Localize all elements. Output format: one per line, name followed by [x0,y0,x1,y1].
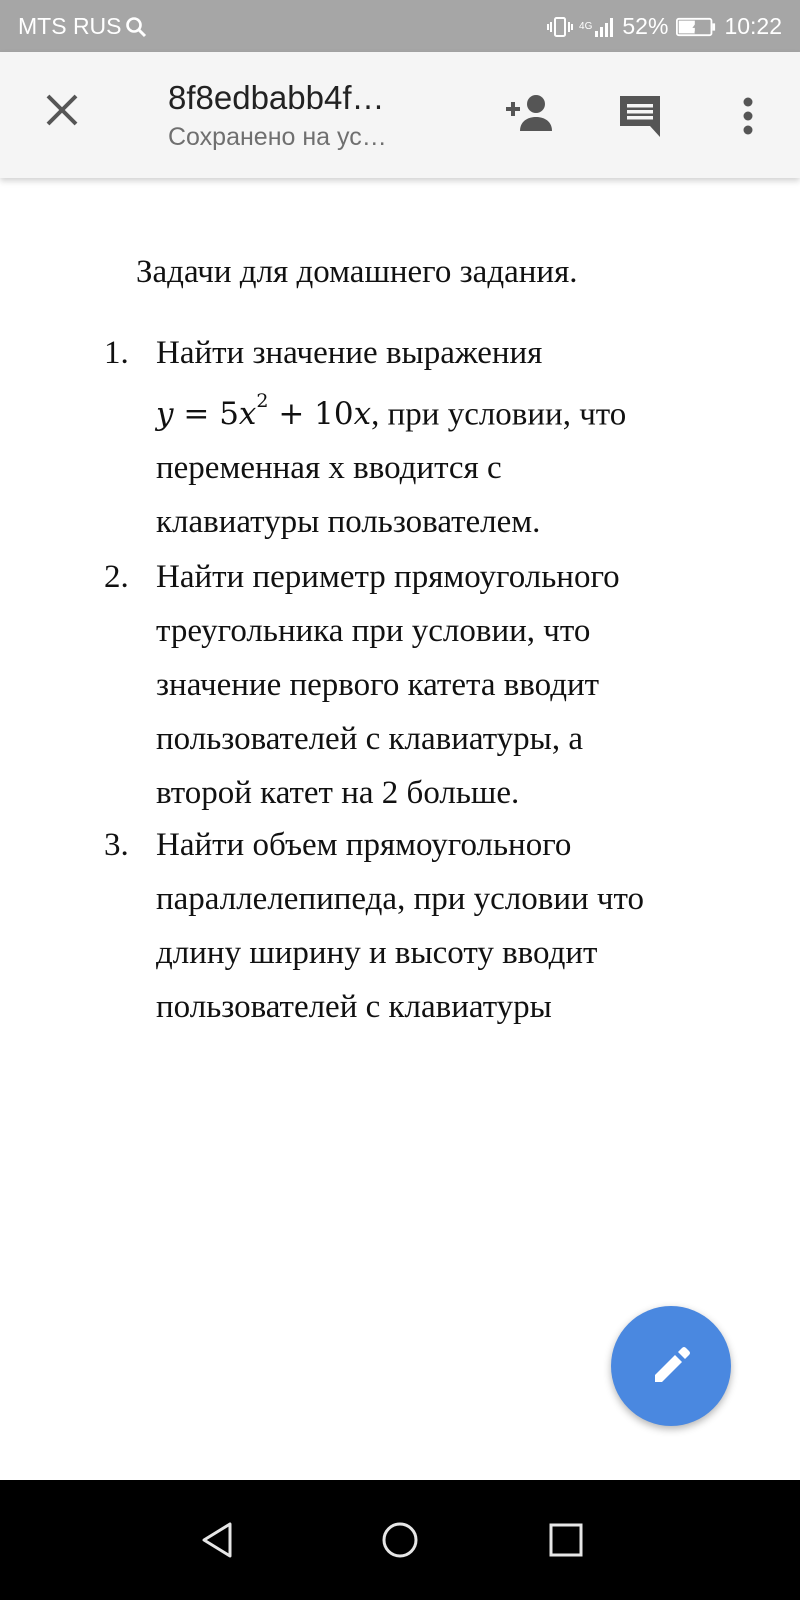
edit-fab-button[interactable] [611,1306,731,1426]
back-button[interactable] [192,1514,244,1566]
network-type-label: 4G [579,20,593,32]
task-line: треугольника при условии, что [156,613,591,649]
status-bar [0,0,800,52]
back-icon [198,1520,238,1560]
close-icon [44,92,80,128]
signal-icon [594,16,616,38]
carrier-name: MTS RUS [18,13,122,39]
task-line: клавиатуры пользователем. [156,504,541,541]
navigation-bar [0,1480,800,1600]
formula-line: $y = 5x^2 + 10x$, при условии, что [156,390,627,433]
more-options-button[interactable] [728,88,768,144]
task-number: 3. [104,827,129,863]
task-line: пользователей с клавиатуры, а [156,721,584,757]
home-button[interactable] [374,1514,426,1566]
comments-button[interactable] [612,88,668,144]
battery-percent: 52% [622,13,669,39]
task-number: 1. [104,335,129,371]
task-line: параллелепипеда, при условии что [156,881,644,917]
task-line: переменная х вводится с [156,450,502,487]
save-status: Сохранено на ус… [168,123,387,151]
task-line: второй катет на 2 больше. [156,775,520,811]
task-line: длину ширину и высоту вводит [156,935,598,971]
vibrate-icon [547,15,573,39]
edit-pencil-icon [649,1344,693,1388]
add-person-icon [504,93,556,133]
document-heading: Задачи для домашнего задания. [136,254,578,290]
app-bar [0,52,800,178]
task-line: Найти периметр прямоугольного [156,559,620,595]
title-block [168,78,468,152]
recents-icon [546,1520,586,1560]
battery-charging-icon [674,17,718,37]
share-button[interactable] [500,88,560,138]
formula: $y = 5x^2 + 10x$ [156,390,372,433]
task-line: значение первого катета вводит [156,667,600,703]
task-line: Найти значение выражения [156,335,543,371]
comment-icon [617,93,663,139]
task-line: Найти объем прямоугольного [156,827,572,863]
task-line: пользователей с клавиатуры [156,989,552,1025]
clock: 10:22 [724,13,782,39]
task-number: 2. [104,559,129,595]
recents-button[interactable] [540,1514,592,1566]
more-vert-icon [742,96,754,136]
home-icon [380,1520,420,1560]
close-button[interactable] [34,82,90,138]
document-title: 8f8edbabb4f… [168,79,385,116]
search-icon [124,15,148,39]
